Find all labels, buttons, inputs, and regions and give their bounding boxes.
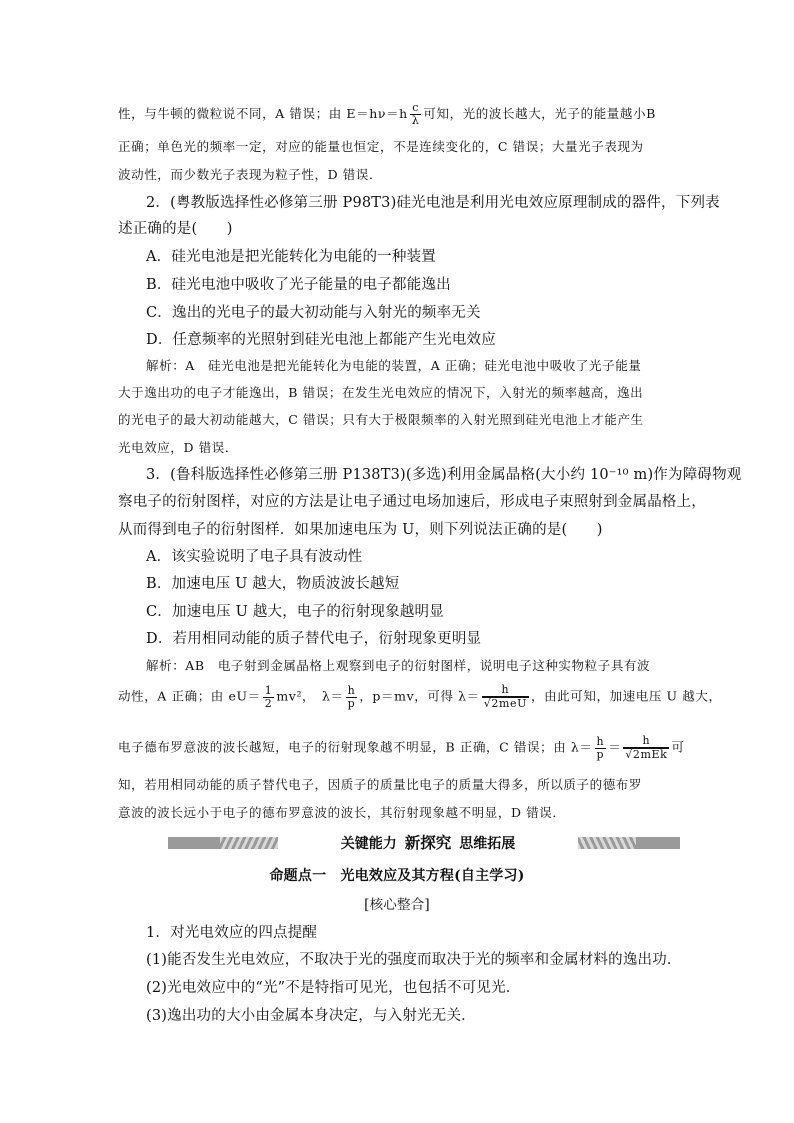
explanation-line: 解析：AB 电子射到金属晶格上观察到电子的衍射图样，说明电子这种实物粒子具有波 bbox=[146, 658, 651, 673]
explanation-line: 大于逸出功的电子才能逸出，B 错误；在发生光电效应的情况下，入射光的频率越高，逸出 bbox=[118, 385, 644, 400]
fraction-denominator: √2mEk bbox=[625, 748, 668, 761]
fraction-denominator: λ bbox=[411, 114, 420, 127]
option-c: C．逸出的光电子的最大初动能与入射光的频率无关 bbox=[146, 305, 481, 321]
text-segment: 可知，光的波长越大，光子的能量越小B bbox=[423, 106, 656, 121]
question-stem: 察电子的衍射图样，对应的方法是让电子通过电场加速后，形成电子束照射到金属晶格上， bbox=[118, 494, 706, 510]
explanation-line: 解析：A 硅光电池是把光能转化为电能的装置，A 正确；硅光电池中吸收了光子能量 bbox=[146, 358, 642, 373]
fraction-denominator: p bbox=[596, 747, 605, 761]
banner-hatch-left bbox=[220, 837, 278, 849]
list-item: (3)逸出功的大小由金属本身决定，与入射光无关． bbox=[146, 1008, 476, 1024]
question-stem: 从而得到电子的衍射图样．如果加速电压为 U，则下列说法正确的是( ) bbox=[118, 522, 603, 538]
fraction-numerator: h bbox=[623, 735, 669, 748]
explanation-line: 意波的波长远小于电子的德布罗意波的波长，其衍射现象越不明显，D 错误． bbox=[118, 805, 566, 820]
section-title: 命题点一 光电效应及其方程(自主学习) bbox=[269, 868, 525, 884]
fraction bbox=[482, 684, 529, 710]
option-a: A．该实验说明了电子具有波动性 bbox=[146, 549, 363, 565]
text-segment: 动性，A 正确；由 eU＝ bbox=[118, 688, 261, 704]
fraction-numerator: h bbox=[347, 683, 356, 697]
banner-text-middle: 新探究 bbox=[404, 834, 452, 852]
text-segment: 电子德布罗意波的波长越短，电子的衍射现象越不明显，B 正确，C 错误；由 λ＝ bbox=[118, 739, 593, 755]
fraction-denominator: 2 bbox=[264, 696, 273, 710]
fraction-denominator: p bbox=[347, 696, 356, 710]
option-d: D．任意频率的光照射到硅光电池上都能产生光电效应 bbox=[146, 332, 496, 348]
option-b: B．硅光电池中吸收了光子能量的电子都能逸出 bbox=[146, 277, 451, 293]
point-heading: 1．对光电效应的四点提醒 bbox=[146, 925, 318, 941]
option-d: D．若用相同动能的质子替代电子，衍射现象更明显 bbox=[146, 631, 482, 647]
fraction-numerator: h bbox=[596, 734, 605, 748]
fraction bbox=[623, 735, 669, 761]
explanation-line: 波动性，而少数光子表现为粒子性，D 错误． bbox=[118, 167, 383, 182]
list-item: (1)能否发生光电效应，不取决于光的强度而取决于光的频率和金属材料的逸出功． bbox=[146, 952, 682, 968]
fraction-numerator: h bbox=[482, 684, 529, 697]
section-subtitle: [核心整合] bbox=[364, 897, 430, 913]
banner-hatch-right bbox=[578, 837, 636, 849]
explanation-line: 正确；单色光的频率一定，对应的能量也恒定，不是连续变化的，C 错误；大量光子表现为 bbox=[118, 139, 644, 154]
fraction bbox=[263, 685, 275, 710]
explanation-line bbox=[118, 684, 722, 710]
text-segment: 性，与牛顿的微粒说不同，A 错误；由 E＝hν＝h bbox=[118, 106, 408, 121]
list-item: (2)光电效应中的“光”不是特指可见光，也包括不可见光． bbox=[146, 980, 521, 996]
banner-label bbox=[278, 833, 578, 853]
question-stem: 2．(粤教版选择性必修第三册 P98T3)硅光电池是利用光电效应原理制成的器件，下列表 bbox=[146, 195, 720, 211]
explanation-line: 光电效应，D 错误． bbox=[118, 440, 238, 455]
text-segment: ＝ bbox=[608, 739, 622, 755]
fraction bbox=[346, 685, 358, 710]
option-a: A．硅光电池是把光能转化为电能的一种装置 bbox=[146, 249, 436, 265]
option-c: C．加速电压 U 越大，电子的衍射现象越明显 bbox=[146, 604, 444, 620]
fraction-denominator: √2meU bbox=[483, 697, 527, 710]
explanation-line bbox=[118, 735, 685, 761]
fraction bbox=[410, 102, 422, 127]
fraction bbox=[595, 736, 607, 761]
text-segment: ，由此可知，加速电压 U 越大， bbox=[530, 688, 722, 704]
text-segment: mv²， λ＝ bbox=[276, 688, 344, 704]
question-stem: 述正确的是( ) bbox=[118, 221, 233, 237]
banner-text-left: 关键能力 bbox=[340, 836, 397, 852]
text-segment: ，p＝mv，可得 λ＝ bbox=[359, 688, 480, 704]
text-segment: 可 bbox=[671, 739, 685, 755]
banner-text-right: 思维拓展 bbox=[459, 836, 516, 852]
explanation-line: 知，若用相同动能的质子替代电子，因质子的质量比电子的质量大得多，所以质子的德布罗 bbox=[118, 777, 643, 792]
option-b: B．加速电压 U 越大，物质波波长越短 bbox=[146, 576, 400, 592]
explanation-line: 的光电子的最大初动能越大，C 错误；只有大于极限频率的入射光照到硅光电池上才能产生 bbox=[118, 412, 644, 427]
section-banner bbox=[168, 833, 680, 853]
fraction-numerator: 1 bbox=[264, 683, 273, 697]
question-stem: 3．(鲁科版选择性必修第三册 P138T3)(多选)利用金属晶格(大小约 10⁻¹⁰ m)作为障碍物观 bbox=[146, 467, 742, 483]
fraction-numerator: c bbox=[410, 102, 422, 115]
explanation-line bbox=[118, 102, 656, 127]
